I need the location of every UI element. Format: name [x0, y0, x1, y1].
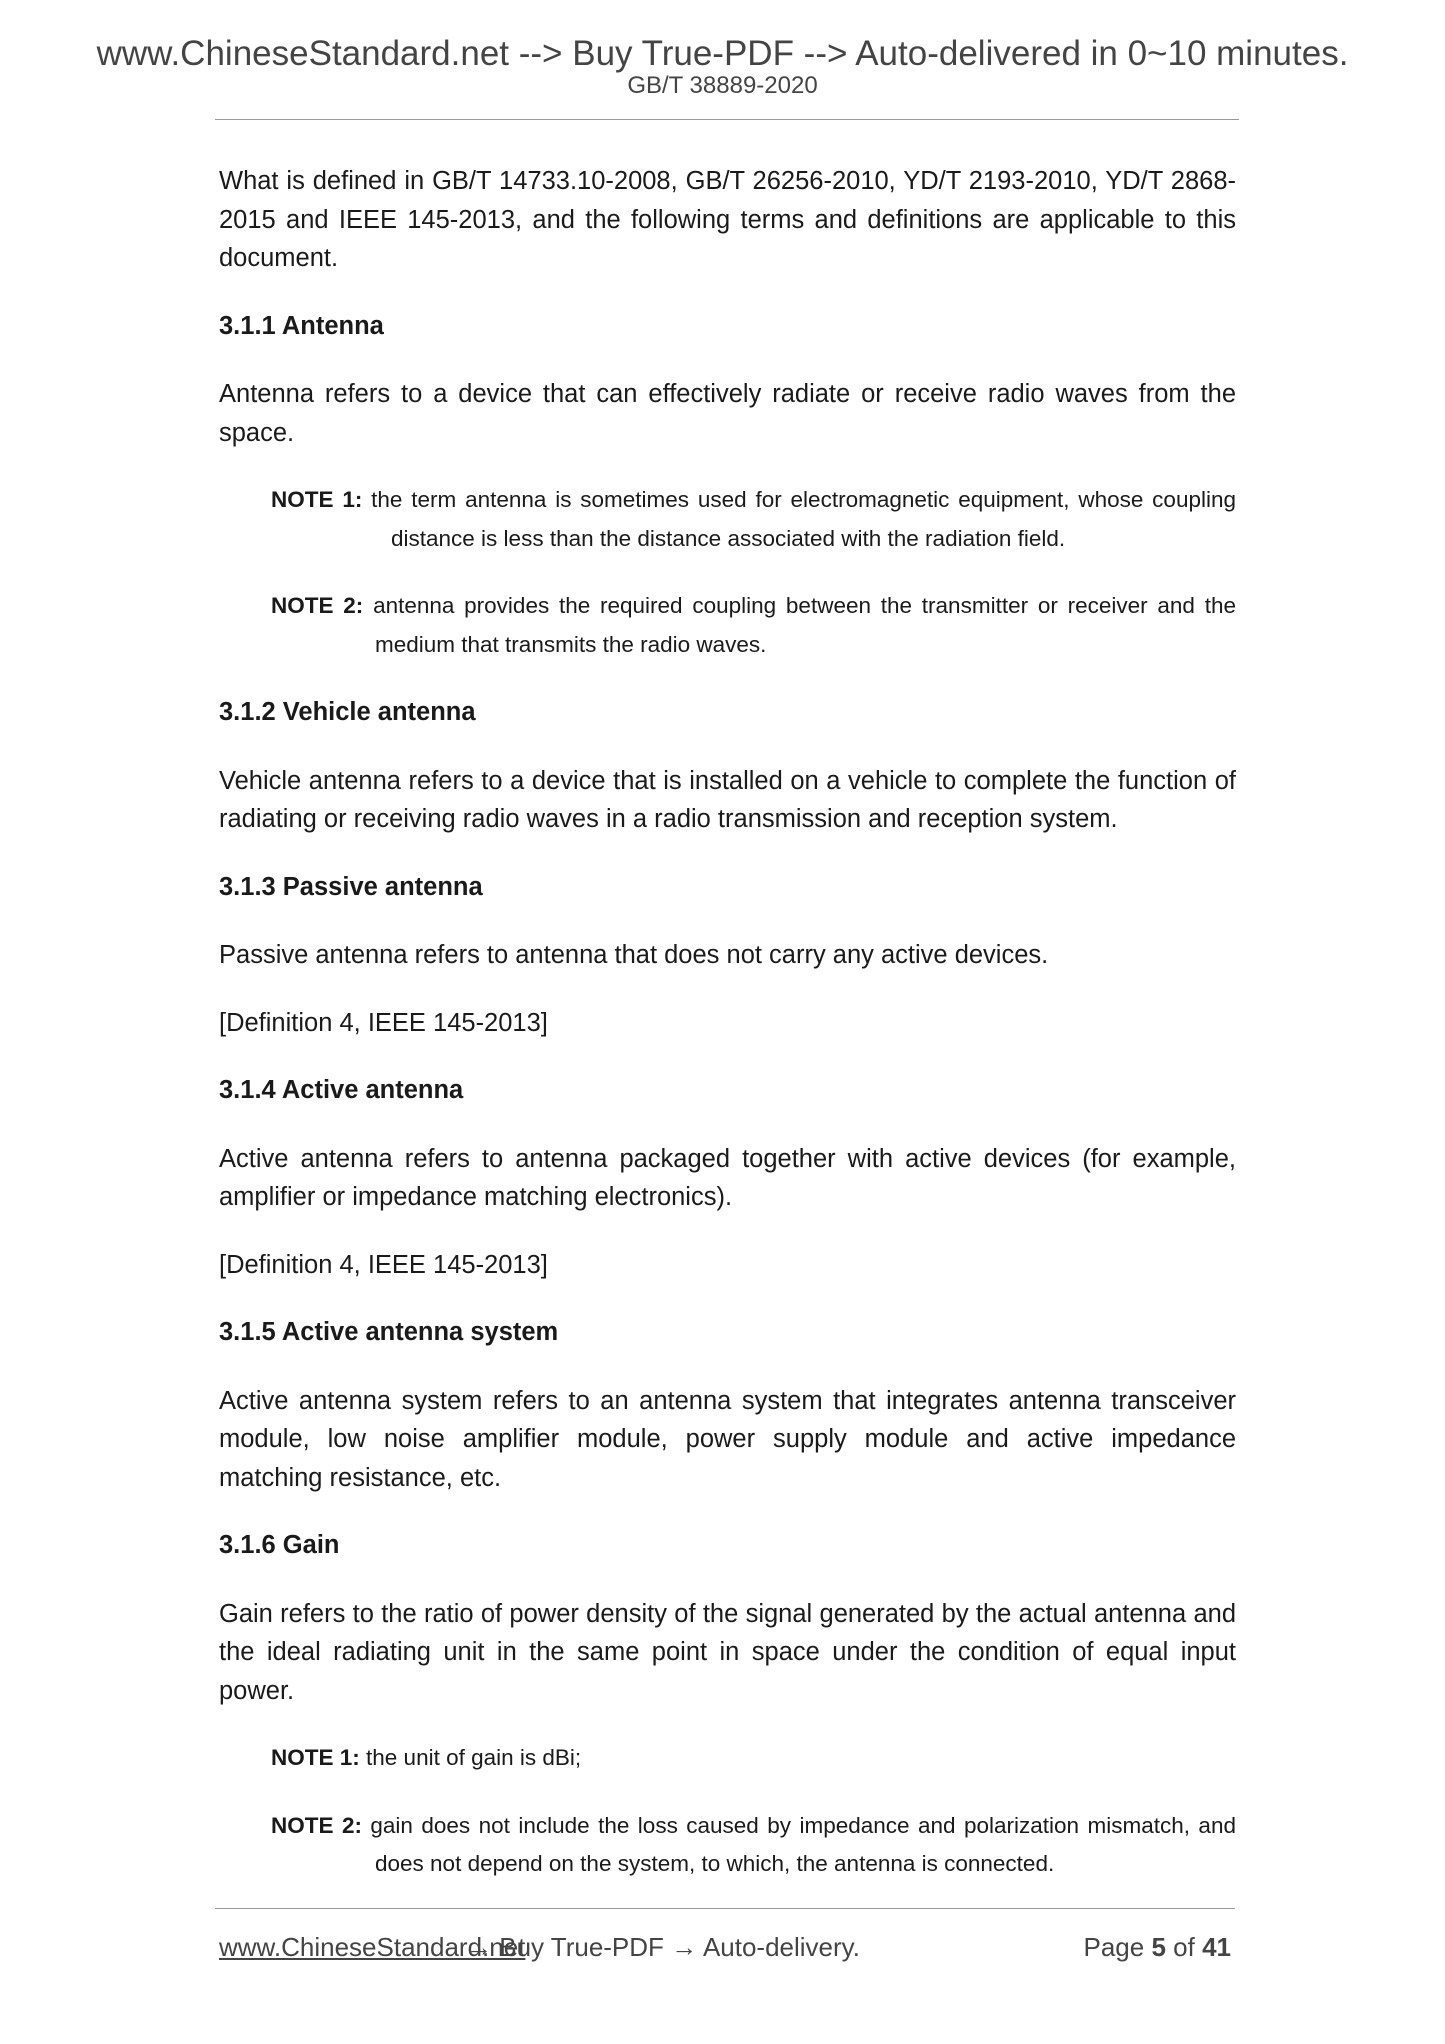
header-divider — [215, 119, 1239, 120]
footer-divider — [215, 1908, 1235, 1909]
note-antenna-2 — [271, 587, 1236, 664]
note-label: NOTE 1: — [271, 487, 363, 512]
page-label: Page — [1083, 1932, 1145, 1962]
note-text: the term antenna is sometimes used for electromagnetic equipment, whose coupling distance is less than the distance associated with the radiation field. — [371, 487, 1236, 551]
total-pages: 41 — [1202, 1932, 1231, 1962]
document-number: GB/T 38889-2020 — [627, 72, 818, 99]
current-page: 5 — [1151, 1932, 1166, 1962]
note-gain-1 — [271, 1739, 1236, 1778]
section-heading-3-1-4: 3.1.4 Active antenna — [219, 1076, 464, 1104]
section-heading-3-1-3: 3.1.3 Passive antenna — [219, 872, 483, 901]
definition-active-antenna-system: Active antenna system refers to an antenna system that integrates antenna transceiver module, low noise amplifier module, power supply module and active impedance matching resistance, etc. — [219, 1386, 1236, 1492]
note-text: the unit of gain is dBi; — [366, 1745, 582, 1770]
page-content — [219, 162, 1236, 1913]
footer-site-link[interactable]: www.ChineseStandard.net — [219, 1932, 526, 1962]
section-heading-3-1-1: 3.1.1 Antenna — [219, 311, 384, 340]
note-label: NOTE 2: — [271, 1812, 362, 1838]
definition-active-antenna: Active antenna refers to antenna packaged together with active devices (for example, amplifier or impedance matching electronics). — [219, 1144, 1236, 1211]
reference-passive-antenna: [Definition 4, IEEE 145-2013] — [219, 1008, 548, 1037]
section-heading-3-1-5: 3.1.5 Active antenna system — [219, 1318, 559, 1346]
intro-paragraph: What is defined in GB/T 14733.10-2008, GB/T 26256-2010, YD/T 2193-2010, YD/T 2868-2015 and IEEE 145-2013, and the following terms and definitions are applicable to this document. — [219, 167, 1236, 272]
definition-vehicle-antenna: Vehicle antenna refers to a device that is installed on a vehicle to complete the function of radiating or receiving radio waves in a radio transmission and reception system. — [219, 766, 1236, 833]
footer-tagline: → Buy True-PDF → Auto-delivery. — [466, 1932, 860, 1962]
note-label: NOTE 2: — [271, 593, 364, 618]
definition-antenna: Antenna refers to a device that can effectively radiate or receive radio waves from the space. — [219, 380, 1236, 447]
section-heading-3-1-2: 3.1.2 Vehicle antenna — [219, 698, 476, 726]
definition-passive-antenna: Passive antenna refers to antenna that does not carry any active devices. — [219, 941, 1049, 969]
of-label: of — [1173, 1932, 1195, 1962]
page-indicator — [1083, 1930, 1231, 1964]
note-text: antenna provides the required coupling between the transmitter or receiver and the medium that transmits the radio waves. — [373, 593, 1236, 657]
note-text: gain does not include the loss caused by impedance and polarization mismatch, and does not depend on the system, to which, the antenna is connected. — [370, 1812, 1236, 1876]
note-label: NOTE 1: — [271, 1745, 360, 1770]
section-heading-3-1-6: 3.1.6 Gain — [219, 1531, 340, 1559]
note-antenna-1 — [271, 481, 1236, 558]
header-banner: www.ChineseStandard.net --> Buy True-PDF --> Auto-delivered in 0~10 minutes. — [96, 34, 1349, 73]
reference-active-antenna: [Definition 4, IEEE 145-2013] — [219, 1250, 548, 1279]
definition-gain: Gain refers to the ratio of power density of the signal generated by the actual antenna and the ideal radiating unit in the same point in space under the condition of equal input power. — [219, 1599, 1236, 1705]
note-gain-2 — [271, 1807, 1236, 1884]
